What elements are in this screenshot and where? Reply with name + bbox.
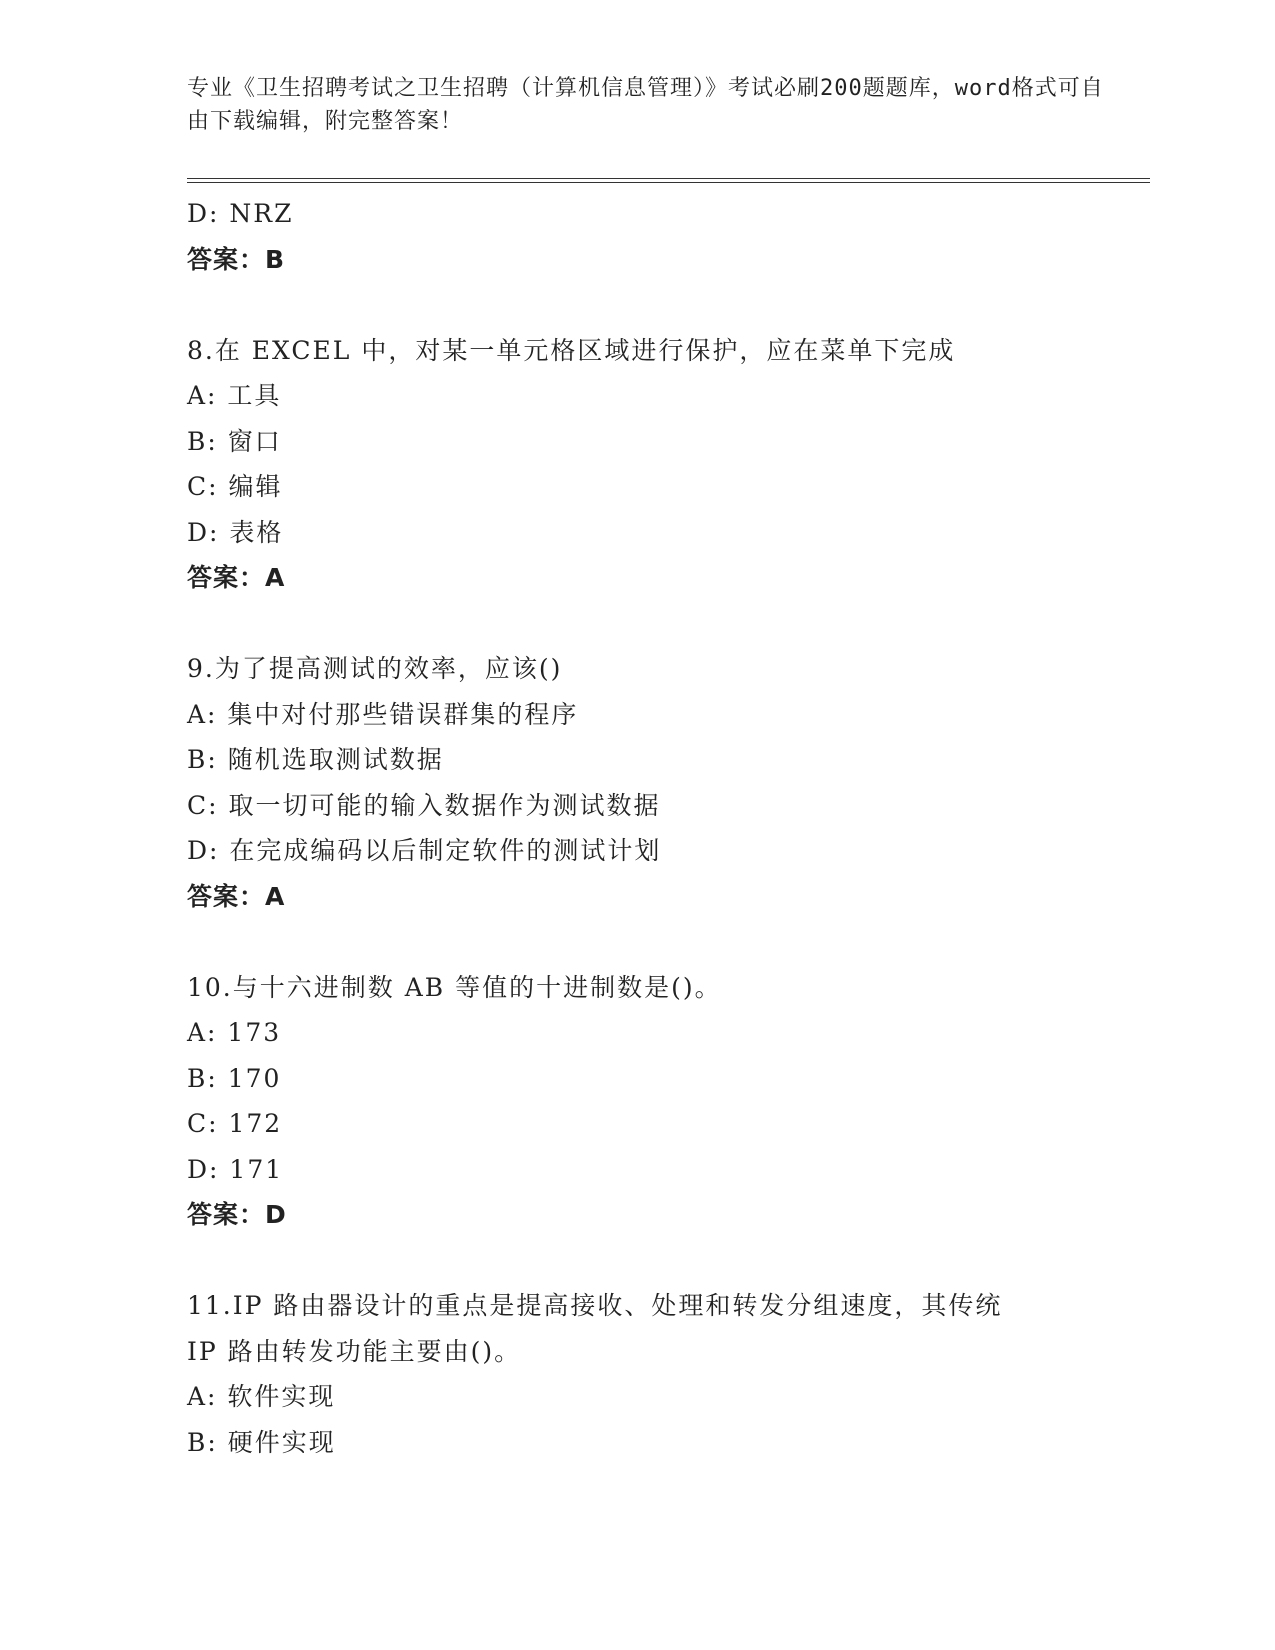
option-line: B: 随机选取测试数据: [187, 745, 444, 774]
question-text: 11.IP 路由器设计的重点是提高接收、处理和转发分组速度，其传统: [187, 1291, 1003, 1320]
option-line: D: 171: [187, 1154, 284, 1184]
option-line: C: 取一切可能的输入数据作为测试数据: [187, 790, 661, 820]
question-text: IP 路由转发功能主要由()。: [187, 1336, 522, 1366]
option-line: C: 172: [187, 1109, 283, 1138]
spacer: [187, 1238, 1087, 1284]
option-line: A: 173: [187, 1018, 282, 1047]
question-list: [187, 191, 1087, 1465]
option-line: B: 硬件实现: [187, 1427, 336, 1457]
question-text: 9.为了提高测试的效率，应该(): [187, 654, 563, 683]
option-line: A: 工具: [187, 381, 282, 410]
option-line: D: 在完成编码以后制定软件的测试计划: [187, 836, 662, 865]
header-divider-bottom: [187, 182, 1150, 183]
option-line: B: 窗口: [187, 426, 282, 456]
header-divider-top: [187, 178, 1150, 179]
page-header: 专业《卫生招聘考试之卫生招聘（计算机信息管理）》考试必刷200题题库，word格式可自由下载编辑，附完整答案！: [187, 76, 1104, 134]
answer-line: 答案：D: [187, 1200, 287, 1229]
answer-line: 答案：A: [187, 881, 286, 911]
option-line: A: 集中对付那些错误群集的程序: [187, 699, 579, 729]
option-line: B: 170: [187, 1063, 282, 1093]
question-text: 10.与十六进制数 AB 等值的十进制数是()。: [187, 972, 722, 1002]
option-line: C: 编辑: [187, 472, 283, 501]
answer-line: 答案：A: [187, 563, 286, 592]
option-line: D: NRZ: [187, 199, 294, 228]
spacer: [187, 282, 1087, 328]
option-line: A: 软件实现: [187, 1382, 336, 1411]
spacer: [187, 919, 1087, 965]
answer-line: 答案：B: [187, 244, 286, 274]
question-text: 8.在 EXCEL 中，对某一单元格区域进行保护，应在菜单下完成: [187, 335, 956, 365]
option-line: D: 表格: [187, 517, 284, 547]
spacer: [187, 601, 1087, 647]
